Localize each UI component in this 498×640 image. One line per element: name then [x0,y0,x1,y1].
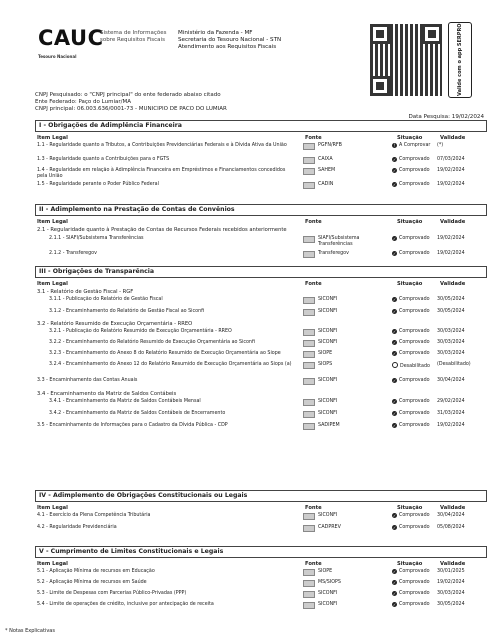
item-label: 1.1 - Regularidade quanto a Tributos, a Contribuições Previdenciárias Federais e à Dívida Ativa da União [37,143,287,148]
source-name: SICONFI [318,411,338,416]
source-logo-icon [303,236,315,243]
source-name: SIOPE [318,351,333,356]
exclamation-icon: ! [393,143,396,148]
table-row [35,378,487,391]
status-text: Comprovado [399,580,430,585]
validity-date: 29/02/2024 [437,399,465,404]
source-logo-icon [303,378,315,385]
item-label: 3.2.3 - Encaminhamento do Anexo 8 do Relatório Resumido de Execução Orçamentária ao Siope [49,351,281,356]
status [392,182,430,188]
status-text: A Comprovar [399,143,431,148]
status [392,569,430,575]
source-logo-icon [303,329,315,336]
status-text: Comprovado [399,309,430,314]
source-logo-icon [303,411,315,418]
status [392,351,430,357]
status [392,362,430,370]
source-logo-icon [303,580,315,587]
validity-date: 30/03/2024 [437,329,465,334]
status-text: Comprovado [399,411,430,416]
status [392,309,430,315]
section-title: I - Obrigações de Adimplência Financeira [35,120,487,132]
source-logo-icon [303,309,315,316]
status-text: Comprovado [399,378,430,383]
status [392,340,430,346]
section-title: IV - Adimplemento de Obrigações Constitucionais ou Legais [35,490,487,502]
status-text: Comprovado [399,251,430,256]
section-4 [35,490,487,537]
item-label: 5.4 - Limite de operações de crédito, inclusive por antecipação de receita [37,602,214,607]
table-row [35,411,487,423]
section-1 [35,120,487,193]
status-text: Comprovado [399,157,430,162]
table-row [35,251,487,263]
source-name: SIOPS [318,362,333,367]
status [392,157,430,163]
status [392,143,430,149]
footnotes [5,628,55,635]
check-icon: ✓ [392,182,397,187]
column-headers: Item Legal Fonte Situação Validade [37,561,466,567]
source-logo-icon [303,340,315,347]
status [392,399,430,405]
item-label: 3.5 - Encaminhamento de Informações para o Cadastro da Dívida Pública - CDP [37,423,228,428]
search-date: Data Pesquisa: 19/02/2024 [408,114,484,120]
source-name: CADPREV [318,525,341,530]
source-logo-icon [303,182,315,189]
source-name: SICONFI [318,602,338,607]
source-logo-icon [303,525,315,532]
table-row [35,182,487,193]
table-row [35,157,487,168]
status [392,297,430,303]
table-row [35,513,487,525]
status [392,513,430,519]
status-text: Comprovado [399,340,430,345]
section-3 [35,266,487,435]
validity-date: 19/02/2024 [437,580,465,585]
source-name: SIAFI/Subsistema Transferências [318,236,360,247]
check-icon: ✓ [392,378,397,383]
check-icon: ✓ [392,411,397,416]
check-icon: ✓ [392,351,397,356]
source-name: CADIN [318,182,334,187]
status [392,251,430,257]
table-row [35,168,487,182]
item-label: 5.3 - Limite de Despesas com Parcerias Público-Privadas (PPP) [37,591,187,596]
validity-date: 30/04/2024 [437,378,465,383]
validity-date: 19/02/2024 [437,168,465,173]
table-row [35,569,487,580]
item-label: 1.3 - Regularidade quanto a Contribuições para o FGTS [37,157,170,162]
validity-date: 30/05/2024 [437,309,465,314]
status [392,591,430,597]
item-label: 2.1.1 - SIAFI/Subsistema Transferências [49,236,144,241]
source-name: MS/SIOPS [318,580,341,585]
source-name: SICONFI [318,399,338,404]
item-label: 4.2 - Regularidade Previdenciária [37,525,117,530]
validity-date: 30/03/2024 [437,351,465,356]
section-5 [35,546,487,613]
status-text: Comprovado [399,236,430,241]
source-logo-icon [303,168,315,175]
check-icon: ✓ [392,236,397,241]
status [392,236,430,242]
table-row [35,399,487,411]
status-text: Comprovado [399,602,430,607]
column-headers: Item Legal Fonte Situação Validade [37,219,466,225]
validity-date: (*) [437,143,444,148]
item-label: 1.4 - Regularidade em relação à Adimplência Financeira em Empréstimos e Financiamentos concedidos pela União [37,168,286,179]
item-label: 5.1 - Aplicação Mínima de recursos em Educação [37,569,155,574]
validity-date: 31/03/2024 [437,411,465,416]
status-text: Comprovado [399,569,430,574]
table-row [35,525,487,537]
status [392,378,430,384]
table-row [35,580,487,591]
validity-date: (Desabilitado) [437,362,471,367]
column-headers: Item Legal Fonte Situação Validade [37,135,466,141]
item-label: 4.1 - Exercício da Plena Competência Tributária [37,513,151,518]
group-heading: 2.1 - Regularidade quanto à Prestação de Contas de Recursos Federais recebidos anteriormente [37,227,287,233]
check-icon: ✓ [392,309,397,314]
source-name: SAHEM [318,168,336,173]
source-logo-icon [303,351,315,358]
source-logo-icon [303,569,315,576]
source-name: PGFN/RFB [318,143,342,148]
source-logo-icon [303,513,315,520]
status [392,168,430,174]
validity-date: 19/02/2024 [437,182,465,187]
validity-date: 19/02/2024 [437,251,465,256]
section-title: II - Adimplemento na Prestação de Contas de Convênios [35,204,487,216]
source-logo-icon [303,297,315,304]
source-logo-icon [303,143,315,150]
source-name: SICONFI [318,378,338,383]
status [392,411,430,417]
check-icon: ✓ [392,329,397,334]
source-name: Transferegov [318,251,349,256]
serpro-validation-badge: Valide com o app SERPRO [448,22,472,98]
qr-code [370,24,442,96]
validity-date: 19/02/2024 [437,236,465,241]
status-text: Comprovado [399,423,430,428]
item-label: 3.4.1 - Encaminhamento da Matriz de Saldos Contábeis Mensal [49,399,201,404]
item-label: 5.2 - Aplicação Mínima de recursos em Saúde [37,580,147,585]
validity-date: 30/05/2024 [437,297,465,302]
table-row [35,340,487,351]
table-row [35,297,487,309]
section-title: V - Cumprimento de Limites Constitucionais e Legais [35,546,487,558]
item-label: 1.5 - Regularidade perante o Poder Público Federal [37,182,159,187]
search-info-line: CNPJ Pesquisado: o "CNPJ principal" do ente federado abaixo citado [35,92,221,98]
source-logo-icon [303,157,315,164]
validity-date: 30/03/2024 [437,591,465,596]
table-row [35,143,487,157]
group-heading: 3.2 - Relatório Resumido de Execução Orçamentária - RREO [37,321,193,327]
item-label: 3.4.2 - Encaminhamento da Matriz de Saldos Contábeis de Encerramento [49,411,226,416]
validity-date: 07/03/2024 [437,157,465,162]
status-text: Comprovado [399,168,430,173]
item-label: 3.2.2 - Encaminhamento do Relatório Resumido de Execução Orçamentária ao Siconfi [49,340,255,345]
status [392,580,430,586]
table-row [35,423,487,435]
org-block [178,30,281,52]
cauc-logo: CAUC [38,26,104,50]
source-logo-icon [303,423,315,430]
validity-date: 30/03/2024 [437,340,465,345]
check-icon: ✓ [392,251,397,256]
check-icon: ✓ [392,591,397,596]
search-info-line: CNPJ principal: 06.003.636/0001-73 - MUNICIPIO DE PACO DO LUMIAR [35,106,227,112]
check-icon: ✓ [392,297,397,302]
org-line: Ministério da Fazenda - MF [178,30,253,36]
source-name: SIOPE [318,569,333,574]
source-name: SICONFI [318,591,338,596]
status-text: Desabilitado [400,364,430,369]
search-info [35,92,227,113]
section-2 [35,204,487,263]
source-logo-icon [303,362,315,369]
column-headers: Item Legal Fonte Situação Validade [37,505,466,511]
item-label: 3.1.1 - Publicação do Relatório de Gestão Fiscal [49,297,163,302]
table-row [35,602,487,613]
source-name: SICONFI [318,297,338,302]
validity-date: 30/01/2025 [437,569,465,574]
source-name: SICONFI [318,340,338,345]
validity-date: 30/05/2024 [437,602,465,607]
check-icon: ✓ [392,580,397,585]
status-text: Comprovado [399,399,430,404]
footnote-title: * Notas Explicativas [5,628,55,634]
status-text: Comprovado [399,329,430,334]
validity-date: 30/04/2024 [437,513,465,518]
table-row [35,329,487,340]
check-icon: ✓ [392,423,397,428]
status [392,602,430,608]
status [392,423,430,429]
check-icon: ✓ [392,525,397,530]
item-label: 3.1.2 - Encaminhamento do Relatório de Gestão Fiscal ao Siconfi [49,309,205,314]
source-logo-icon [303,602,315,609]
org-line: Secretaria do Tesouro Nacional - STN [178,37,282,44]
source-name: CAIXA [318,157,333,162]
group-heading: 3.1 - Relatório de Gestão Fiscal - RGF [37,289,134,295]
disabled-icon [392,362,398,368]
table-row [35,309,487,321]
item-label: 2.1.2 - Transferegov [49,251,97,256]
status-text: Comprovado [399,513,430,518]
check-icon: ✓ [392,399,397,404]
source-name: SICONFI [318,329,338,334]
table-row [35,236,487,251]
item-label: 3.2.4 - Encaminhamento do Anexo 12 do Relatório Resumido de Execução Orçamentária ao Siops (a) [49,362,292,367]
item-label: 3.3 - Encaminhamento das Contas Anuais [37,378,138,383]
item-label: 3.2.1 - Publicação do Relatório Resumido de Execução Orçamentária - RREO [49,329,232,334]
validity-date: 05/08/2024 [437,525,465,530]
source-name: SADIPEM [318,423,340,428]
check-icon: ✓ [392,569,397,574]
check-icon: ✓ [392,157,397,162]
group-heading: 3.4 - Encaminhamento da Matriz de Saldos Contábeis [37,391,177,397]
validity-date: 19/02/2024 [437,423,465,428]
table-row [35,362,487,378]
search-info-line: Ente Federado: Paço do Lumiar/MA [35,99,131,105]
check-icon: ✓ [392,168,397,173]
status [392,329,430,335]
source-logo-icon [303,251,315,258]
source-name: SICONFI [318,309,338,314]
check-icon: ✓ [392,513,397,518]
status-text: Comprovado [399,297,430,302]
source-name: SICONFI [318,513,338,518]
table-row [35,591,487,602]
status-text: Comprovado [399,182,430,187]
source-logo-icon [303,591,315,598]
status [392,525,430,531]
table-row [35,351,487,362]
status-text: Comprovado [399,525,430,530]
column-headers: Item Legal Fonte Situação Validade [37,281,466,287]
check-icon: ✓ [392,340,397,345]
check-icon: ✓ [392,602,397,607]
tesouro-nacional-logo: Tesouro Nacional [38,54,77,59]
status-text: Comprovado [399,591,430,596]
section-title: III - Obrigações de Transparência [35,266,487,278]
logo-subtitle: Sistema de Informações sobre Requisitos Fiscais [100,30,167,43]
org-line: Atendimento aos Requisitos Fiscais [178,44,277,51]
status-text: Comprovado [399,351,430,356]
source-logo-icon [303,399,315,406]
